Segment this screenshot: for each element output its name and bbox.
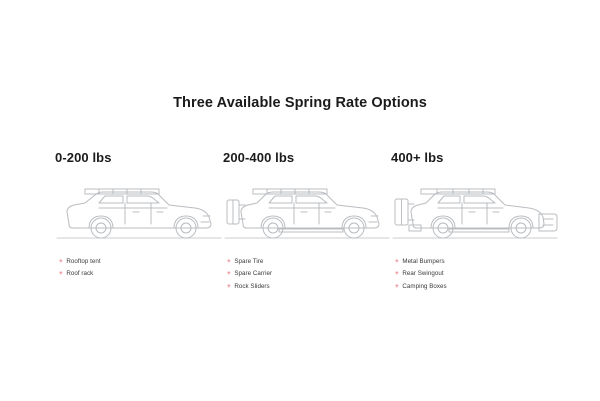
vehicle-illustration-3	[391, 172, 559, 244]
list-item	[395, 258, 559, 267]
list-item	[227, 283, 391, 292]
feature-list-2	[227, 258, 391, 292]
feature-label: Roof rack	[66, 270, 94, 278]
feature-list-1	[59, 258, 223, 279]
feature-label: Rooftop tent	[66, 258, 101, 265]
feature-label: Rock Sliders	[234, 282, 270, 290]
option-heading-1: 0-200 lbs	[55, 150, 112, 165]
plus-icon: +	[59, 270, 63, 278]
plus-icon: +	[395, 282, 399, 290]
option-column-1	[55, 150, 223, 295]
option-heading-2: 200-400 lbs	[223, 150, 295, 165]
list-item	[59, 258, 223, 267]
option-column-3	[391, 150, 559, 295]
plus-icon: +	[395, 258, 399, 265]
feature-label: Camping Boxes	[402, 282, 447, 290]
feature-label: Rear Swingout	[402, 270, 444, 278]
plus-icon: +	[395, 270, 399, 278]
list-item	[227, 258, 391, 267]
vehicle-illustration-1	[55, 172, 223, 244]
list-item	[59, 270, 223, 279]
list-item	[395, 283, 559, 292]
list-item	[227, 270, 391, 279]
feature-label: Spare Tire	[234, 258, 264, 265]
plus-icon: +	[227, 270, 231, 278]
option-heading-3: 400+ lbs	[391, 150, 444, 165]
feature-list-3	[395, 258, 559, 292]
vehicle-illustration-2	[223, 172, 391, 244]
list-item	[395, 270, 559, 279]
plus-icon: +	[227, 258, 231, 265]
options-row	[55, 150, 555, 295]
feature-label: Metal Bumpers	[402, 258, 445, 265]
feature-label: Spare Carrier	[234, 270, 273, 278]
plus-icon: +	[227, 282, 231, 290]
plus-icon: +	[59, 258, 63, 265]
page-title: Three Available Spring Rate Options	[173, 95, 427, 111]
option-column-2	[223, 150, 391, 295]
